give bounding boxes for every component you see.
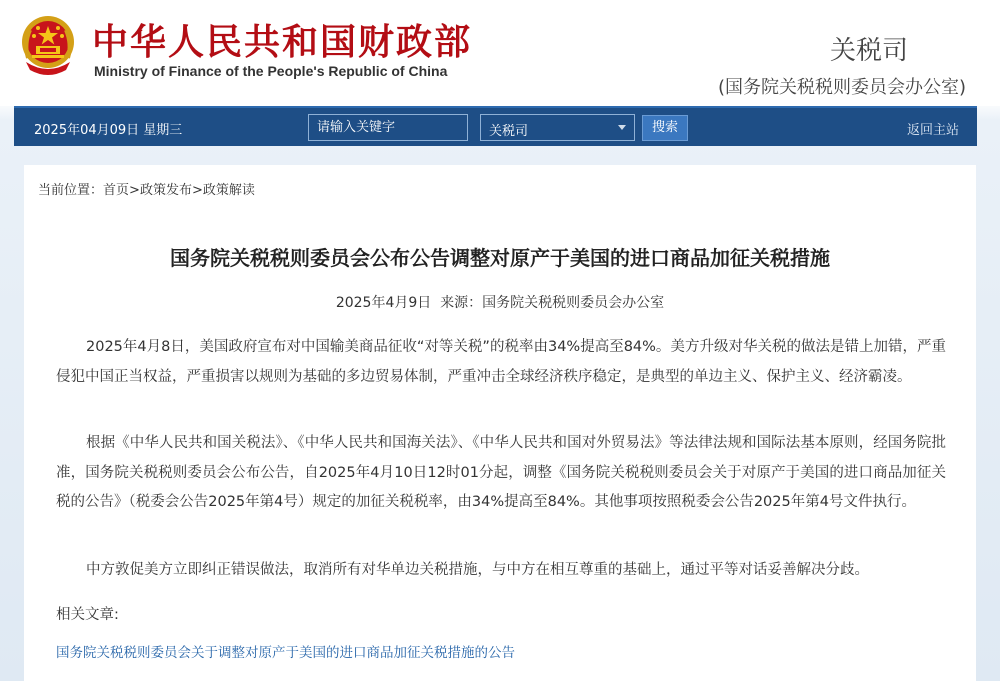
related-article-link[interactable]: 国务院关税税则委员会关于调整对原产于美国的进口商品加征关税措施的公告	[56, 645, 515, 661]
article-source-label: 来源：	[440, 295, 483, 311]
search-scope-select[interactable]	[480, 114, 635, 141]
return-home-link[interactable]: 返回主站	[906, 123, 959, 138]
search-input[interactable]	[308, 114, 468, 141]
chevron-down-icon	[618, 125, 626, 130]
related-articles-heading: 相关文章:	[56, 607, 119, 623]
breadcrumb-prefix: 当前位置：	[38, 183, 104, 198]
article-paragraph: 根据《中华人民共和国关税法》、《中华人民共和国海关法》、《中华人民共和国对外贸易法》等法律法规和国际法基本原则，经国务院批准，国务院关税税则委员会公布公告，自2025年4月10日12时01分起，调整《国务院关税税则委员会关于对原产于美国的进口商品加征关税的公告》（税委会公告2025年第4号）规定的加征关税税率，由34%提高至84%。其他事项按照税委会公告2025年第4号文件执行。	[56, 435, 946, 510]
department-subtitle: (国务院关税税则委员会办公室)	[717, 77, 966, 98]
article-paragraph: 2025年4月8日，美国政府宣布对中国输美商品征收“对等关税”的税率由34%提高至84%。美方升级对华关税的做法是错上加错，严重侵犯中国正当权益，严重损害以规则为基础的多边贸易体制，严重冲击全球经济秩序稳定，是典型的单边主义、保护主义、经济霸凌。	[56, 339, 946, 385]
breadcrumb-separator: >	[191, 183, 203, 198]
current-date: 2025年04月09日 星期三	[34, 123, 183, 138]
breadcrumb-item-policy-release[interactable]: 政策发布	[139, 183, 192, 198]
department-name: 关税司	[829, 36, 908, 66]
article-date: 2025年4月9日	[335, 295, 432, 311]
breadcrumb-item-policy-interpretation[interactable]: 政策解读	[202, 183, 255, 198]
breadcrumb-item-home[interactable]: 首页	[103, 183, 130, 198]
national-emblem-icon[interactable]	[18, 14, 78, 78]
article-source: 国务院关税税则委员会办公室	[482, 295, 665, 311]
site-header	[0, 0, 1000, 106]
article-paragraph: 中方敦促美方立即纠正错误做法，取消所有对华单边关税措施，与中方在相互尊重的基础上，通过平等对话妥善解决分歧。	[86, 562, 869, 578]
article-card	[24, 165, 976, 681]
breadcrumb	[38, 179, 255, 198]
article-title: 国务院关税税则委员会公布公告调整对原产于美国的进口商品加征关税措施	[170, 246, 830, 270]
search-button[interactable]: 搜索	[642, 115, 688, 141]
nav-bar	[14, 106, 977, 146]
ministry-en-title: Ministry of Finance of the People's Republic of China	[94, 63, 448, 79]
article-meta	[24, 292, 976, 312]
breadcrumb-separator: >	[129, 183, 140, 198]
ministry-cn-title[interactable]: 中华人民共和国财政部	[92, 22, 473, 63]
search-scope-value: 关税司	[489, 124, 529, 139]
